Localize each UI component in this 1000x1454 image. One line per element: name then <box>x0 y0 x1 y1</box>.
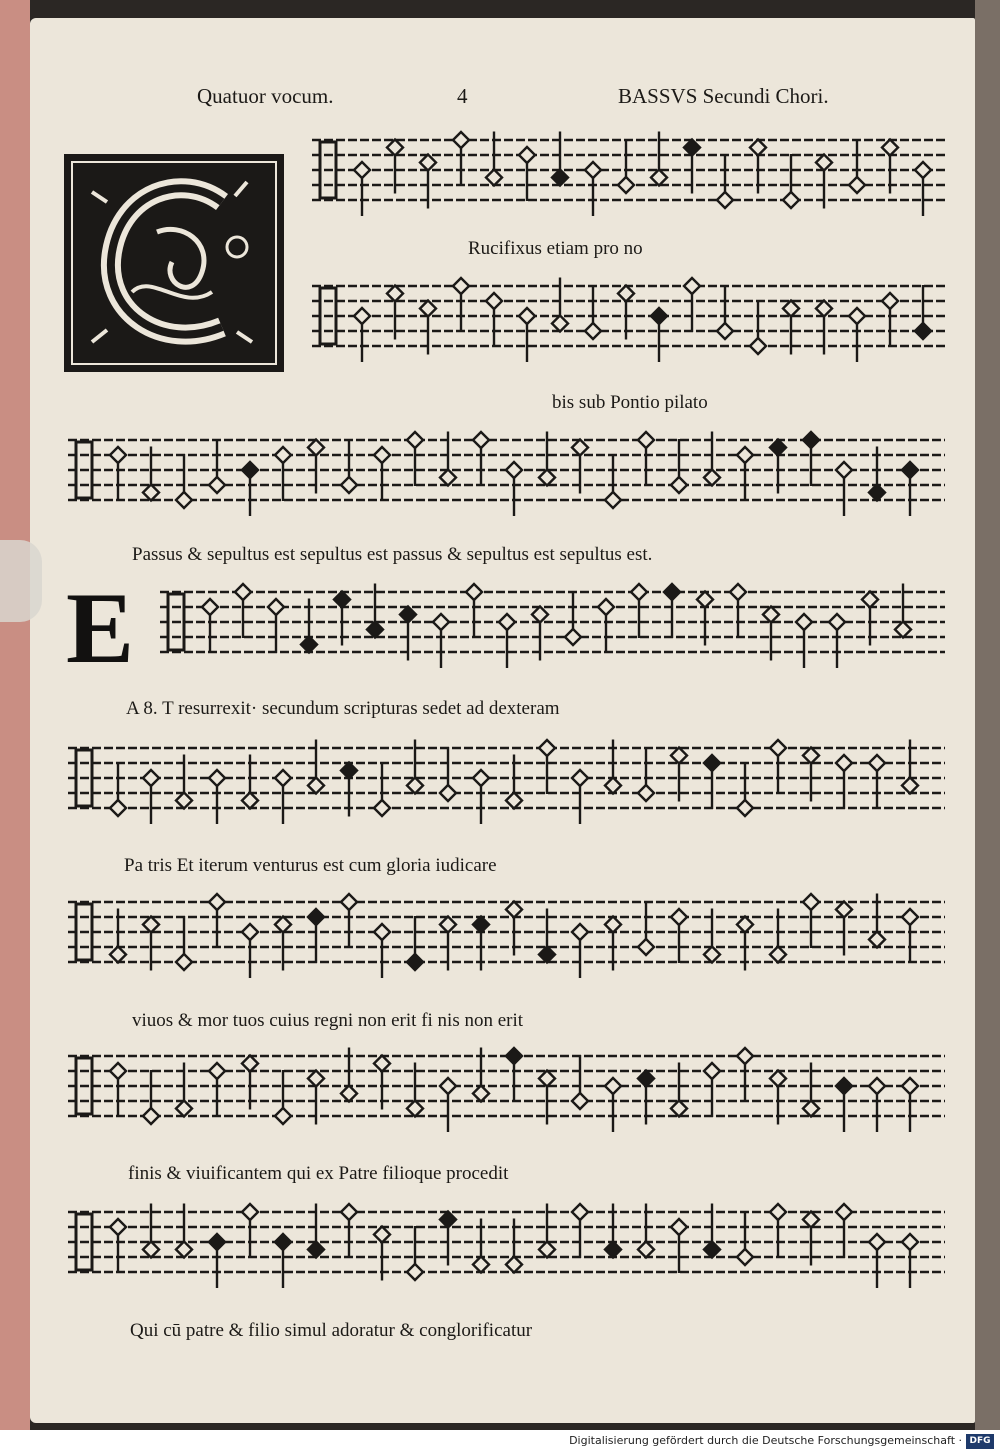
note-head <box>671 477 687 493</box>
note-head <box>453 278 469 294</box>
note-head <box>803 894 819 910</box>
note-head <box>671 1219 687 1235</box>
note-head <box>737 800 753 816</box>
note-head <box>473 917 489 933</box>
note-head <box>869 932 885 948</box>
note-head <box>407 432 423 448</box>
lyric-line-3: Passus & sepultus est sepultus est passus & sepultus est sepultus est. <box>132 544 653 565</box>
note-head <box>110 1063 126 1079</box>
note-head <box>433 614 449 630</box>
note-head <box>697 592 713 608</box>
note-head <box>816 155 832 171</box>
note-head <box>803 1101 819 1117</box>
note-head <box>770 947 786 963</box>
note-head <box>308 1071 324 1087</box>
note-head <box>374 447 390 463</box>
note-head <box>486 170 502 186</box>
note-head <box>176 1242 192 1258</box>
note-head <box>770 1071 786 1087</box>
note-head <box>374 1227 390 1243</box>
header-left: Quatuor vocum. <box>197 84 334 108</box>
note-head <box>486 293 502 309</box>
note-head <box>341 477 357 493</box>
note-head <box>605 1242 621 1258</box>
note-head <box>473 770 489 786</box>
note-head <box>202 599 218 615</box>
page-number: 4 <box>457 84 468 108</box>
note-head <box>638 432 654 448</box>
note-head <box>341 1204 357 1220</box>
note-head <box>506 462 522 478</box>
note-head <box>532 607 548 623</box>
note-head <box>638 1071 654 1087</box>
note-head <box>143 1108 159 1124</box>
note-head <box>915 323 931 339</box>
note-head <box>882 293 898 309</box>
note-head <box>374 1056 390 1072</box>
note-head <box>684 278 700 294</box>
note-head <box>539 947 555 963</box>
note-head <box>684 140 700 156</box>
note-head <box>209 1234 225 1250</box>
note-head <box>631 584 647 600</box>
staff <box>68 1048 945 1133</box>
note-head <box>506 793 522 809</box>
note-head <box>308 440 324 456</box>
note-head <box>308 1242 324 1258</box>
note-head <box>400 607 416 623</box>
note-head <box>519 147 535 163</box>
note-head <box>552 316 568 332</box>
note-head <box>704 1063 720 1079</box>
note-head <box>664 584 680 600</box>
staff <box>312 278 945 363</box>
note-head <box>836 902 852 918</box>
note-head <box>275 917 291 933</box>
note-head <box>730 584 746 600</box>
note-head <box>869 485 885 501</box>
note-head <box>869 1078 885 1094</box>
note-head <box>519 308 535 324</box>
note-head <box>341 894 357 910</box>
note-head <box>836 462 852 478</box>
note-head <box>110 447 126 463</box>
note-head <box>242 924 258 940</box>
note-head <box>849 177 865 193</box>
note-head <box>242 462 258 478</box>
note-head <box>902 1078 918 1094</box>
note-head <box>407 954 423 970</box>
note-head <box>671 748 687 764</box>
note-head <box>341 763 357 779</box>
note-head <box>829 614 845 630</box>
note-head <box>473 1257 489 1273</box>
note-head <box>618 177 634 193</box>
note-head <box>499 614 515 630</box>
note-head <box>539 470 555 486</box>
note-head <box>407 778 423 794</box>
note-head <box>763 607 779 623</box>
note-head <box>110 1219 126 1235</box>
note-head <box>572 770 588 786</box>
note-head <box>849 308 865 324</box>
note-head <box>869 1234 885 1250</box>
note-head <box>473 1086 489 1102</box>
note-head <box>440 470 456 486</box>
note-head <box>341 1086 357 1102</box>
note-head <box>420 301 436 317</box>
note-head <box>143 1242 159 1258</box>
note-head <box>374 800 390 816</box>
dfg-logo-icon: DFG <box>966 1434 994 1449</box>
lyric-line-2: bis sub Pontio pilato <box>552 392 708 413</box>
note-head <box>387 140 403 156</box>
note-head <box>539 1071 555 1087</box>
note-head <box>803 1212 819 1228</box>
note-head <box>651 170 667 186</box>
note-head <box>453 132 469 148</box>
note-head <box>242 1056 258 1072</box>
note-head <box>638 785 654 801</box>
note-head <box>783 301 799 317</box>
note-head <box>420 155 436 171</box>
note-head <box>308 909 324 925</box>
note-head <box>585 323 601 339</box>
note-head <box>598 599 614 615</box>
note-head <box>585 162 601 178</box>
note-head <box>704 470 720 486</box>
note-head <box>506 902 522 918</box>
initial-letter: E <box>66 572 135 685</box>
note-head <box>704 755 720 771</box>
note-head <box>750 338 766 354</box>
note-head <box>717 323 733 339</box>
note-head <box>387 286 403 302</box>
staff <box>68 740 945 825</box>
note-head <box>143 917 159 933</box>
note-head <box>176 1101 192 1117</box>
note-head <box>618 286 634 302</box>
note-head <box>770 1204 786 1220</box>
note-head <box>407 1264 423 1280</box>
footer-text: Digitalisierung gefördert durch die Deutsche Forschungsgemeinschaft · <box>569 1434 962 1447</box>
note-head <box>374 924 390 940</box>
note-head <box>268 599 284 615</box>
note-head <box>651 308 667 324</box>
note-head <box>143 485 159 501</box>
note-head <box>209 894 225 910</box>
note-head <box>902 1234 918 1250</box>
note-head <box>176 954 192 970</box>
note-head <box>572 1093 588 1109</box>
lyric-line-5: Pa tris Et iterum venturus est cum gloria iudicare <box>124 855 497 876</box>
note-head <box>836 1078 852 1094</box>
note-head <box>605 492 621 508</box>
staff <box>312 132 945 217</box>
note-head <box>671 909 687 925</box>
note-head <box>862 592 878 608</box>
note-head <box>176 492 192 508</box>
note-head <box>354 308 370 324</box>
note-head <box>770 440 786 456</box>
note-head <box>717 192 733 208</box>
lyric-line-8: Qui cū patre & filio simul adoratur & conglorificatur <box>130 1320 533 1341</box>
staff <box>160 584 945 669</box>
note-head <box>242 793 258 809</box>
note-head <box>275 1108 291 1124</box>
note-head <box>275 770 291 786</box>
note-head <box>209 1063 225 1079</box>
note-head <box>506 1257 522 1273</box>
note-head <box>737 1048 753 1064</box>
note-head <box>552 170 568 186</box>
note-head <box>704 947 720 963</box>
note-head <box>803 748 819 764</box>
note-head <box>473 432 489 448</box>
note-head <box>605 917 621 933</box>
note-head <box>902 778 918 794</box>
note-head <box>110 800 126 816</box>
note-head <box>737 917 753 933</box>
note-head <box>796 614 812 630</box>
note-head <box>354 162 370 178</box>
note-head <box>836 755 852 771</box>
note-head <box>539 1242 555 1258</box>
header-right: BASSVS Secundi Chori. <box>618 84 829 108</box>
note-head <box>506 1048 522 1064</box>
note-head <box>440 1212 456 1228</box>
note-head <box>638 939 654 955</box>
lyric-line-6: viuos & mor tuos cuius regni non erit fi nis non erit <box>132 1010 524 1031</box>
note-head <box>143 770 159 786</box>
note-head <box>803 432 819 448</box>
note-head <box>902 909 918 925</box>
note-head <box>895 622 911 638</box>
note-head <box>572 1204 588 1220</box>
note-head <box>671 1101 687 1117</box>
note-head <box>869 755 885 771</box>
note-head <box>275 1234 291 1250</box>
note-head <box>572 440 588 456</box>
note-head <box>737 1249 753 1265</box>
note-head <box>565 629 581 645</box>
footer-bar <box>0 1430 1000 1454</box>
note-head <box>915 162 931 178</box>
note-head <box>539 740 555 756</box>
note-head <box>407 1101 423 1117</box>
lyric-line-1: Rucifixus etiam pro no <box>468 238 643 259</box>
note-head <box>704 1242 720 1258</box>
note-head <box>440 917 456 933</box>
note-head <box>367 622 383 638</box>
note-head <box>902 462 918 478</box>
note-head <box>209 770 225 786</box>
note-head <box>770 740 786 756</box>
note-head <box>783 192 799 208</box>
note-head <box>882 140 898 156</box>
note-head <box>301 637 317 653</box>
note-head <box>110 947 126 963</box>
note-head <box>737 447 753 463</box>
note-head <box>440 785 456 801</box>
note-head <box>816 301 832 317</box>
note-head <box>235 584 251 600</box>
staff <box>68 894 945 979</box>
note-head <box>209 477 225 493</box>
note-head <box>836 1204 852 1220</box>
note-head <box>466 584 482 600</box>
note-head <box>638 1242 654 1258</box>
note-head <box>572 924 588 940</box>
note-head <box>176 793 192 809</box>
note-head <box>275 447 291 463</box>
lyric-line-4: A 8. T resurrexit· secundum scripturas sedet ad dexteram <box>126 698 560 719</box>
staff <box>68 1204 945 1289</box>
note-head <box>308 778 324 794</box>
note-head <box>605 778 621 794</box>
lyric-line-7: finis & viuificantem qui ex Patre filioque procedit <box>128 1163 509 1184</box>
note-head <box>605 1078 621 1094</box>
note-head <box>334 592 350 608</box>
note-head <box>440 1078 456 1094</box>
staff <box>68 432 945 517</box>
note-head <box>242 1204 258 1220</box>
note-head <box>750 140 766 156</box>
